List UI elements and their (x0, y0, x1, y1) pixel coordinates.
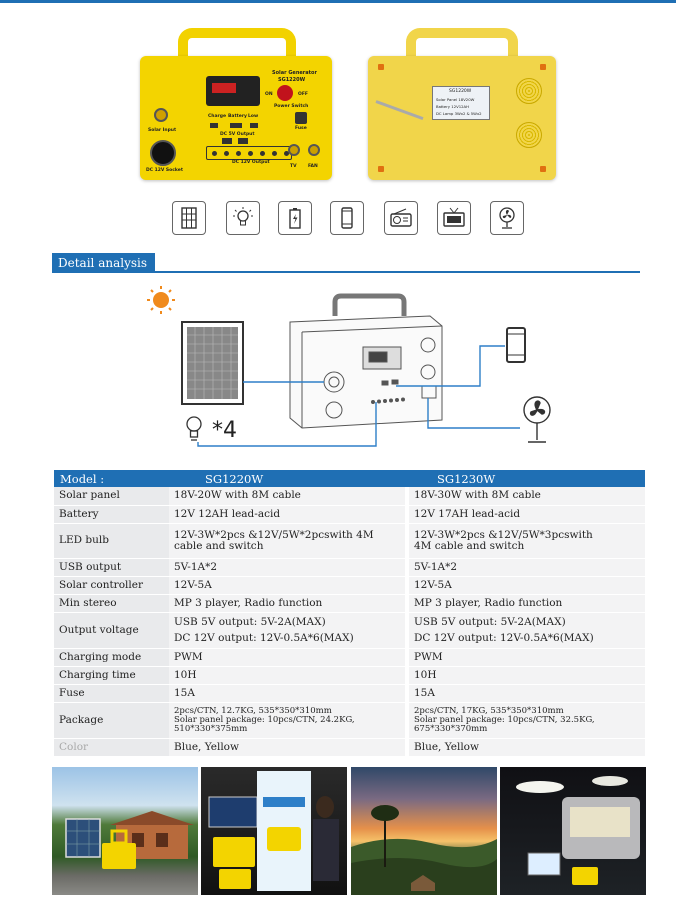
row-label: Solar panel (54, 487, 169, 505)
dc5v-output-label: DC 5V Output (220, 132, 255, 137)
indicator-charge: Charge (208, 114, 227, 119)
table-row (54, 523, 645, 558)
indicator-low: Low (248, 114, 259, 119)
row-value-b: MP 3 player, Radio function (407, 594, 645, 612)
table-row (54, 702, 645, 738)
fan-icon (490, 201, 524, 235)
solar-input-port (154, 108, 168, 122)
row-label: Min stereo (54, 594, 169, 612)
indicator-battery: Battery (228, 114, 247, 119)
table-row (54, 648, 645, 666)
table-row (54, 558, 645, 576)
header-model: Model : (54, 470, 169, 487)
table-header-row (54, 470, 645, 487)
table-row (54, 612, 645, 648)
tv-port (288, 144, 300, 156)
usb-port-1 (222, 138, 232, 144)
photo-hut-with-panel (52, 767, 198, 895)
phone-icon (330, 201, 364, 235)
row-value-b: USB 5V output: 5V-2A(MAX) DC 12V output: 12V-0.5A*6(MAX) (407, 612, 645, 648)
bulb-count: *4 (212, 418, 237, 443)
solar-panel-drawing (182, 322, 243, 404)
radio-antenna (375, 100, 423, 120)
front-title-line1: Solar Generator (272, 70, 317, 76)
row-value-b: 15A (407, 684, 645, 702)
row-value-a: 10H (169, 666, 407, 684)
generator-drawing (290, 296, 442, 428)
row-label: LED bulb (54, 523, 169, 558)
row-value-b: 10H (407, 666, 645, 684)
row-label: Package (54, 702, 169, 738)
label-row-battery: Battery 12V12AH (436, 104, 469, 109)
photo-exhibition-booth (201, 767, 347, 895)
speaker-grille-top (516, 78, 542, 104)
row-value-b: PWM (407, 648, 645, 666)
row-value-a: 12V-3W*2pcs &12V/5W*2pcswith 4M cable and switch (169, 523, 407, 558)
connection-diagram (0, 280, 676, 450)
battery-icon (278, 201, 312, 235)
solar-input-label: Solar Input (148, 128, 177, 133)
row-value-b: 12V-3W*2pcs &12V/5W*3pcswith 4M cable and switch (407, 523, 645, 558)
dc12v-socket-label: DC 12V Socket (146, 168, 183, 173)
row-value-a: USB 5V output: 5V-2A(MAX) DC 12V output: 12V-0.5A*6(MAX) (169, 612, 407, 648)
fan-label: FAN (308, 164, 318, 169)
spec-label-plate (432, 86, 490, 120)
row-label: Charging time (54, 666, 169, 684)
row-value-a: 12V-5A (169, 576, 407, 594)
row-value-b: 18V-30W with 8M cable (407, 487, 645, 505)
row-value-a: 5V-1A*2 (169, 558, 407, 576)
row-value-a: 2pcs/CTN, 12.7KG, 535*350*310mm Solar panel package: 10pcs/CTN, 24.2KG, 510*330*375mm (169, 702, 407, 738)
table-row (54, 487, 645, 505)
row-value-b: 12V 17AH lead-acid (407, 505, 645, 523)
row-label: Battery (54, 505, 169, 523)
row-value-a: 12V 12AH lead-acid (169, 505, 407, 523)
usb-port-2 (238, 138, 248, 144)
back-panel (368, 56, 556, 180)
section-divider (155, 271, 640, 273)
solar-panel-icon (172, 201, 206, 235)
row-label: Color (54, 738, 169, 756)
label-row-solar: Solar Panel 18V20W (436, 97, 475, 102)
row-value-b: 5V-1A*2 (407, 558, 645, 576)
row-value-a: PWM (169, 648, 407, 666)
dc12v-socket (150, 140, 176, 166)
table-row (54, 666, 645, 684)
row-label: USB output (54, 558, 169, 576)
spec-table (54, 470, 645, 757)
table-row (54, 738, 645, 756)
dc12v-output-ports (206, 146, 292, 160)
row-value-a: 18V-20W with 8M cable (169, 487, 407, 505)
row-value-a: Blue, Yellow (169, 738, 407, 756)
label-model: SG1220W (449, 89, 472, 94)
diagram-phone-icon (507, 328, 525, 362)
power-switch-label: Power Switch (274, 104, 309, 109)
section-title: Detail analysis (52, 253, 155, 273)
photo-night-car (500, 767, 646, 895)
dc12v-output-label: DC 12V Output (232, 160, 270, 165)
lcd-display (206, 76, 260, 106)
table-row (54, 576, 645, 594)
front-panel (140, 56, 332, 180)
row-value-b: 2pcs/CTN, 17KG, 535*350*310mm Solar panel package: 10pcs/CTN, 32.5KG, 675*330*370mm (407, 702, 645, 738)
row-label: Fuse (54, 684, 169, 702)
fuse-label: Fuse (295, 126, 307, 131)
row-value-b: 12V-5A (407, 576, 645, 594)
row-value-b: Blue, Yellow (407, 738, 645, 756)
sun-icon (147, 286, 175, 314)
diagram-fan-icon (524, 397, 550, 442)
speaker-grille-bottom (516, 122, 542, 148)
bulb-icon (226, 201, 260, 235)
fuse-holder (295, 112, 307, 124)
table-row (54, 594, 645, 612)
header-sg1230w: SG1230W (407, 470, 645, 487)
row-label: Charging mode (54, 648, 169, 666)
row-value-a: 15A (169, 684, 407, 702)
off-label: OFF (298, 92, 308, 97)
table-row (54, 505, 645, 523)
top-rule (0, 0, 676, 3)
row-label: Output voltage (54, 612, 169, 648)
row-value-a: MP 3 player, Radio function (169, 594, 407, 612)
on-label: ON (265, 92, 273, 97)
tv-icon (437, 201, 471, 235)
diagram-bulb-icon (187, 417, 201, 440)
power-button[interactable] (277, 85, 293, 101)
indicator-leds (206, 122, 262, 130)
fan-port (308, 144, 320, 156)
photo-sunset-landscape (351, 767, 497, 895)
table-row (54, 684, 645, 702)
label-row-lamp: DC Lamp 3Wx2 & 5Wx2 (436, 111, 482, 116)
tv-label: TV (290, 164, 297, 169)
row-label: Solar controller (54, 576, 169, 594)
front-title-line2: SG1220W (278, 77, 306, 83)
header-sg1220w: SG1220W (169, 470, 407, 487)
radio-icon (384, 201, 418, 235)
